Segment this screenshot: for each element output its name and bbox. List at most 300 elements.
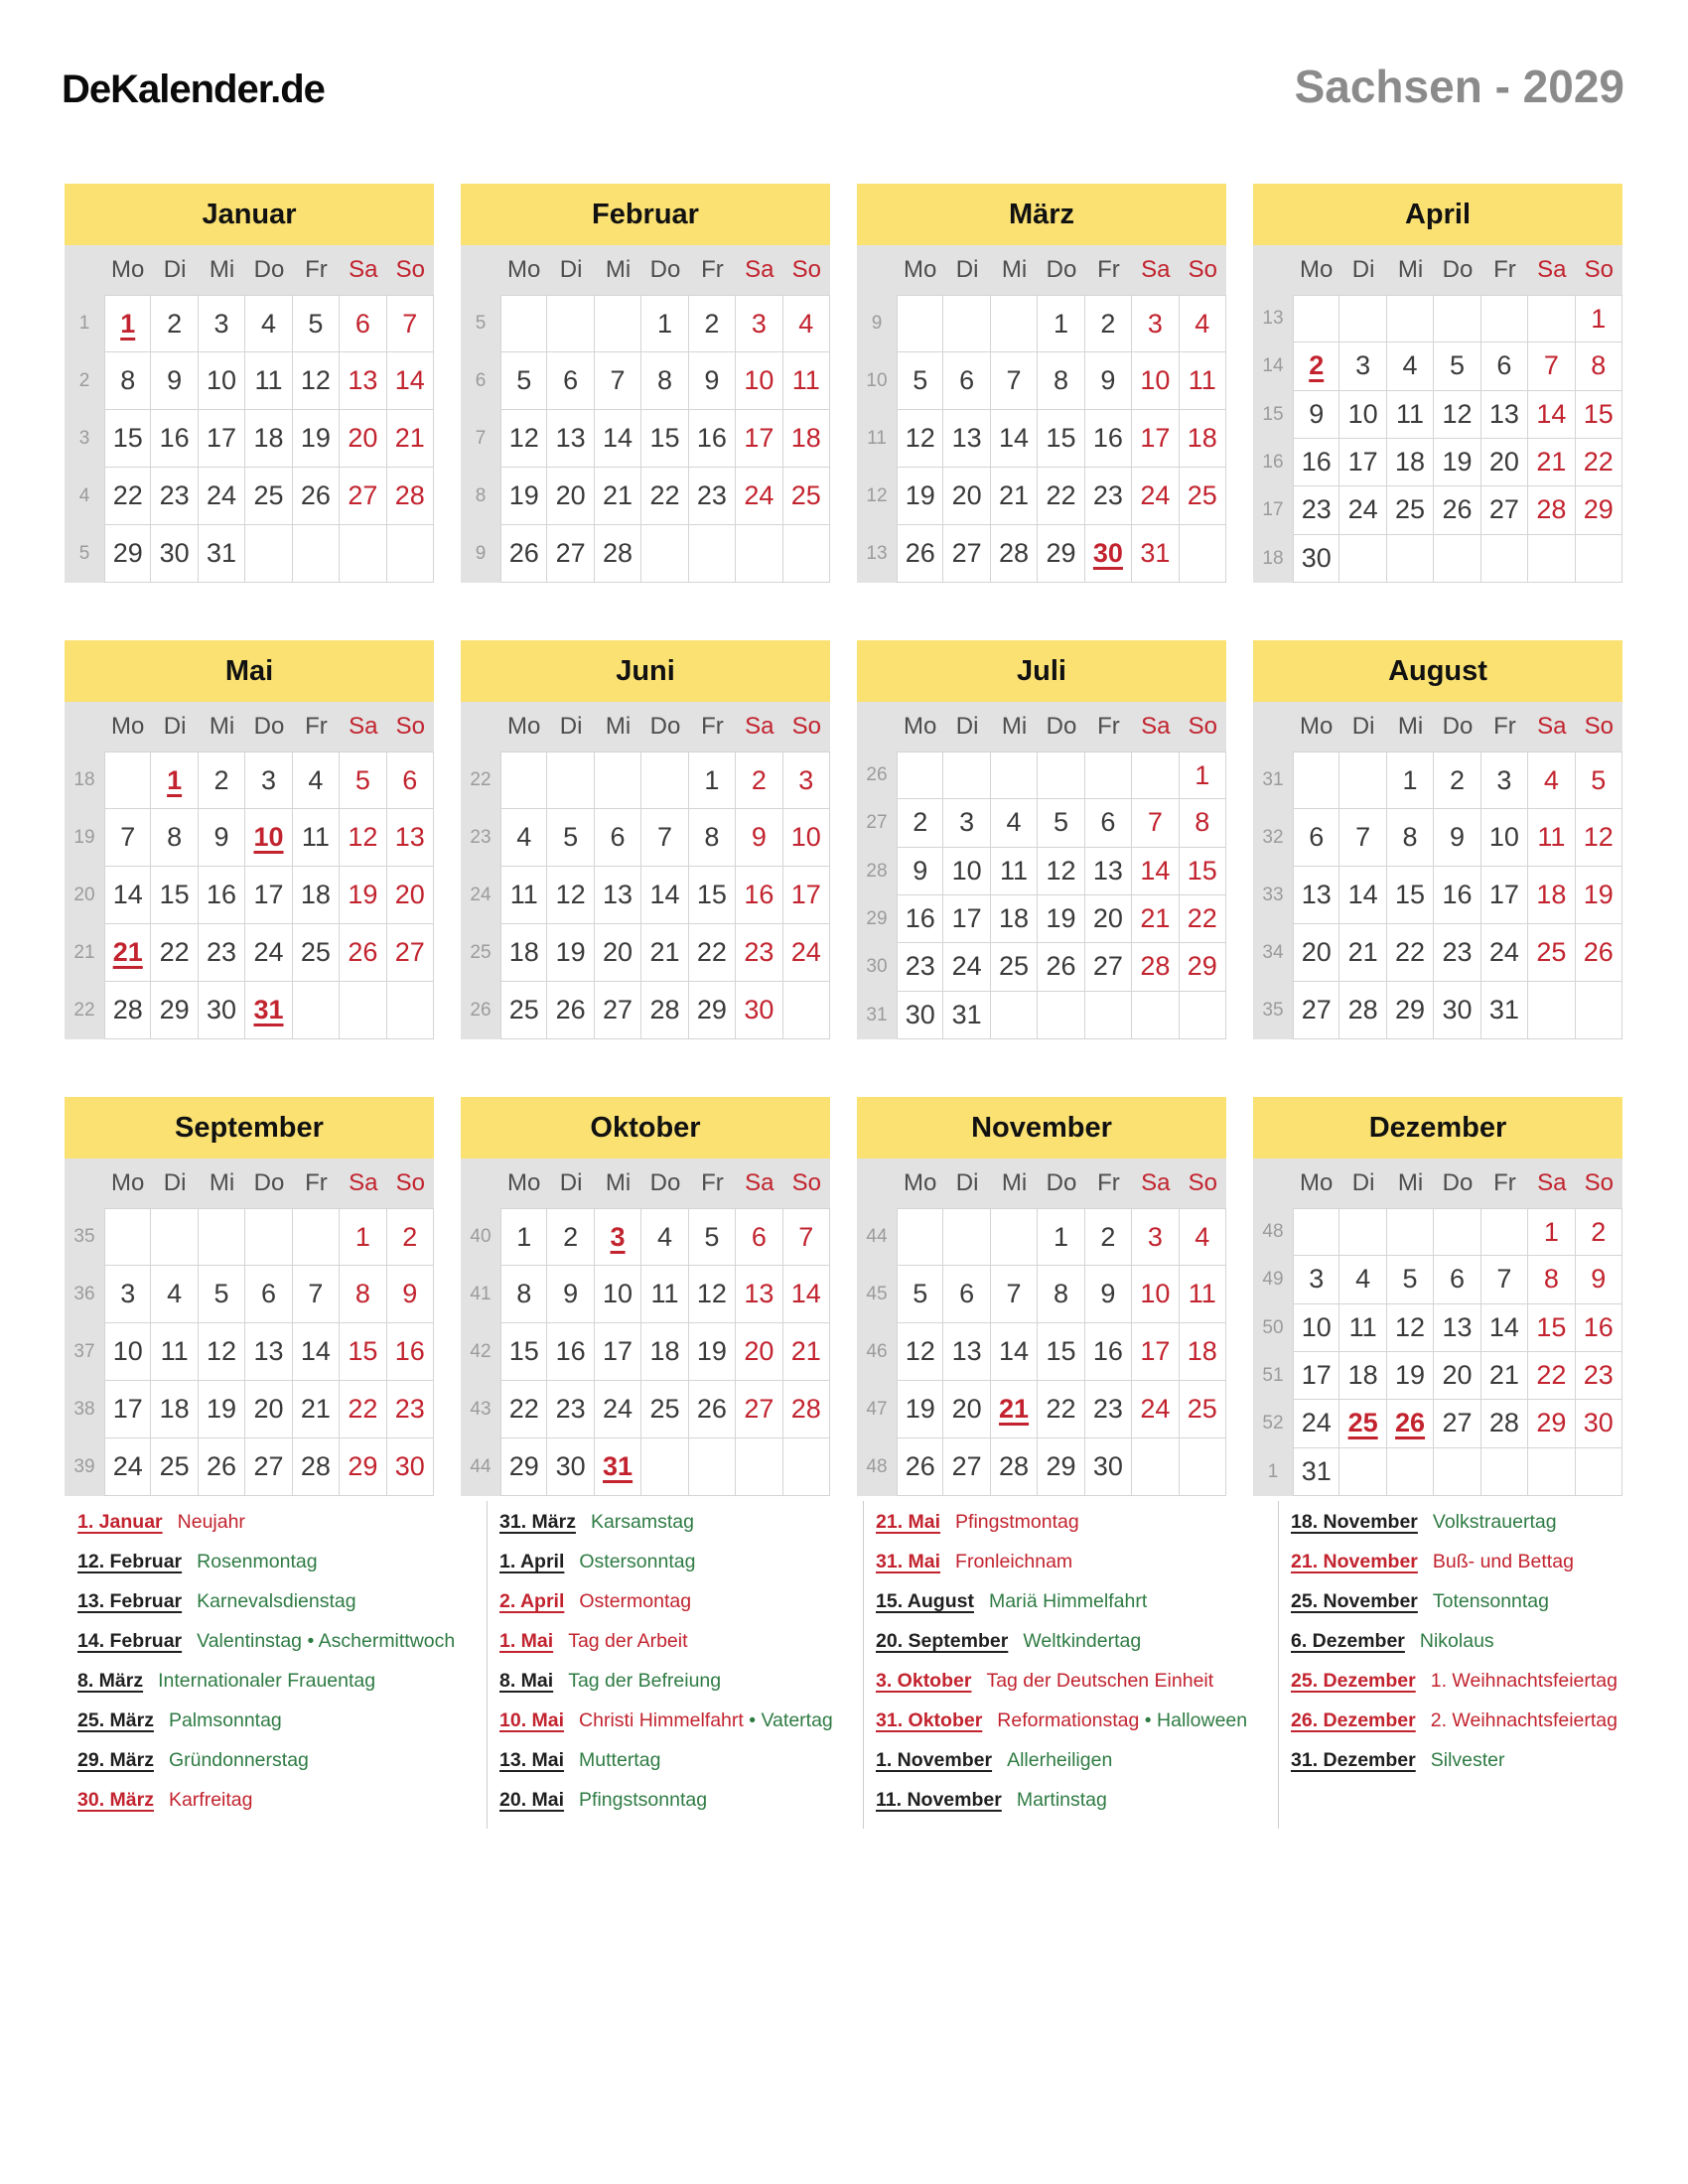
weekday-header: So bbox=[783, 1159, 830, 1208]
day-cell: 14 bbox=[104, 867, 151, 924]
holiday-entry bbox=[77, 1670, 487, 1692]
holiday-date-link[interactable]: 29. März bbox=[77, 1749, 154, 1771]
day-cell: 25 bbox=[991, 943, 1038, 991]
week-number: 18 bbox=[1253, 535, 1293, 583]
day-cell: 19 bbox=[897, 1381, 943, 1438]
holiday-date-link[interactable]: 20. Mai bbox=[499, 1789, 565, 1811]
weekday-header: So bbox=[1180, 702, 1226, 751]
day-cell: 9 bbox=[151, 352, 198, 410]
month-title: August bbox=[1253, 640, 1622, 702]
day-cell: 25 bbox=[641, 1381, 688, 1438]
day-cell: 17 bbox=[1132, 1323, 1179, 1381]
day-cell: 4 bbox=[1528, 751, 1575, 809]
day-cell: 6 bbox=[1293, 809, 1339, 867]
day-cell: 28 bbox=[1481, 1400, 1528, 1447]
holiday-date-link[interactable]: 31. Oktober bbox=[876, 1709, 983, 1731]
day-cell: 13 bbox=[340, 352, 386, 410]
day-cell: 8 bbox=[1528, 1256, 1575, 1303]
weekday-header: So bbox=[1576, 245, 1622, 295]
holiday-date-link[interactable]: 10. Mai bbox=[499, 1709, 565, 1731]
day-cell: 25 bbox=[1180, 1381, 1226, 1438]
month-juli bbox=[857, 640, 1226, 1039]
day-cell: 27 bbox=[340, 468, 386, 525]
weekday-header: Do bbox=[1434, 245, 1480, 295]
day-cell: 1 bbox=[1038, 1208, 1084, 1266]
holiday-entry bbox=[499, 1709, 863, 1731]
day-cell: 4 bbox=[1387, 342, 1434, 390]
week-number: 3 bbox=[65, 410, 104, 468]
holiday-date-link[interactable]: 2. April bbox=[499, 1590, 565, 1612]
day-cell: 28 bbox=[595, 525, 641, 583]
weekday-header: Mo bbox=[897, 1159, 943, 1208]
weekday-header: Mi bbox=[1387, 245, 1434, 295]
day-cell: 31 bbox=[1481, 982, 1528, 1039]
holiday-name: Nikolaus bbox=[1419, 1630, 1494, 1652]
day-cell: 5 bbox=[897, 352, 943, 410]
day-cell: 29 bbox=[1387, 982, 1434, 1039]
month-title: März bbox=[857, 184, 1226, 245]
holiday-date-link[interactable]: 25. Dezember bbox=[1291, 1670, 1416, 1692]
day-cell: 14 bbox=[641, 867, 688, 924]
week-number: 41 bbox=[461, 1266, 500, 1323]
weekday-header: Mi bbox=[199, 702, 245, 751]
day-cell: 18 bbox=[1339, 1352, 1386, 1400]
month-body bbox=[461, 702, 830, 1039]
day-cell: 9 bbox=[1085, 1266, 1132, 1323]
holiday-date-link[interactable]: 25. November bbox=[1291, 1590, 1418, 1612]
day-cell: 8 bbox=[500, 1266, 547, 1323]
weekday-header-corner bbox=[857, 702, 897, 751]
day-cell: 11 bbox=[783, 352, 830, 410]
holiday-day-cell[interactable]: 2 bbox=[1293, 342, 1339, 390]
day-cell: 7 bbox=[595, 352, 641, 410]
holiday-entry bbox=[1291, 1551, 1623, 1572]
empty-day-cell bbox=[1339, 535, 1386, 583]
empty-day-cell bbox=[689, 1438, 736, 1496]
day-cell: 19 bbox=[199, 1381, 245, 1438]
day-cell: 24 bbox=[736, 468, 782, 525]
weekday-header: Mi bbox=[595, 1159, 641, 1208]
day-cell: 12 bbox=[1387, 1304, 1434, 1352]
empty-day-cell bbox=[1038, 751, 1084, 799]
weekday-header: Do bbox=[1038, 245, 1084, 295]
day-cell: 22 bbox=[1038, 1381, 1084, 1438]
weekday-header: Do bbox=[1038, 1159, 1084, 1208]
day-cell: 19 bbox=[1038, 895, 1084, 943]
day-cell: 20 bbox=[943, 468, 990, 525]
day-cell: 13 bbox=[595, 867, 641, 924]
holiday-day-cell[interactable]: 21 bbox=[104, 924, 151, 982]
empty-day-cell bbox=[1528, 1448, 1575, 1496]
holiday-day-cell[interactable]: 31 bbox=[245, 982, 292, 1039]
weekday-header: Fr bbox=[689, 1159, 736, 1208]
empty-day-cell bbox=[1528, 295, 1575, 342]
day-cell: 26 bbox=[199, 1438, 245, 1496]
holiday-date-link[interactable]: 20. September bbox=[876, 1630, 1009, 1652]
day-cell: 17 bbox=[1293, 1352, 1339, 1400]
day-cell: 27 bbox=[943, 525, 990, 583]
day-cell: 23 bbox=[1293, 486, 1339, 534]
holiday-date-link[interactable]: 15. August bbox=[876, 1590, 974, 1612]
holiday-day-cell[interactable]: 21 bbox=[991, 1381, 1038, 1438]
day-cell: 5 bbox=[1576, 751, 1622, 809]
empty-day-cell bbox=[1481, 1208, 1528, 1256]
day-cell: 1 bbox=[641, 295, 688, 352]
holiday-name: Gründonnerstag bbox=[168, 1749, 309, 1771]
weekday-header: Mo bbox=[104, 1159, 151, 1208]
holiday-list bbox=[65, 1501, 1623, 1817]
holiday-day-cell[interactable]: 1 bbox=[104, 295, 151, 352]
day-cell: 4 bbox=[1339, 1256, 1386, 1303]
holiday-name: Weltkindertag bbox=[1023, 1630, 1142, 1652]
day-cell: 30 bbox=[1293, 535, 1339, 583]
weekday-header: Di bbox=[943, 702, 990, 751]
week-number: 17 bbox=[1253, 486, 1293, 534]
weekday-header: Sa bbox=[1528, 702, 1575, 751]
holiday-date-link[interactable]: 3. Oktober bbox=[876, 1670, 972, 1692]
empty-day-cell bbox=[104, 1208, 151, 1266]
holiday-entry bbox=[499, 1590, 863, 1612]
weekday-header-corner bbox=[65, 702, 104, 751]
holiday-name: Palmsonntag bbox=[168, 1709, 282, 1731]
day-cell: 3 bbox=[783, 751, 830, 809]
holiday-day-cell[interactable]: 3 bbox=[595, 1208, 641, 1266]
holiday-date-link[interactable]: 1. Januar bbox=[77, 1511, 163, 1533]
empty-day-cell bbox=[199, 1208, 245, 1266]
holiday-column bbox=[1278, 1501, 1623, 1829]
day-cell: 14 bbox=[1481, 1304, 1528, 1352]
day-cell: 21 bbox=[783, 1323, 830, 1381]
holiday-day-cell[interactable]: 25 bbox=[1339, 1400, 1386, 1447]
day-cell: 17 bbox=[1481, 867, 1528, 924]
holiday-entry bbox=[77, 1590, 487, 1612]
day-cell: 10 bbox=[1132, 1266, 1179, 1323]
day-cell: 6 bbox=[387, 751, 434, 809]
weekday-header: Do bbox=[641, 245, 688, 295]
day-cell: 10 bbox=[943, 848, 990, 895]
day-cell: 17 bbox=[783, 867, 830, 924]
holiday-date-link[interactable]: 14. Februar bbox=[77, 1630, 183, 1652]
holiday-date-link[interactable]: 31. Mai bbox=[876, 1551, 941, 1572]
week-number: 35 bbox=[1253, 982, 1293, 1039]
weekday-header: Di bbox=[1339, 245, 1386, 295]
holiday-name: Neujahr bbox=[177, 1511, 245, 1533]
day-cell: 26 bbox=[500, 525, 547, 583]
empty-day-cell bbox=[991, 295, 1038, 352]
month-oktober bbox=[461, 1097, 830, 1496]
week-number: 34 bbox=[1253, 924, 1293, 982]
holiday-date-link[interactable]: 13. Februar bbox=[77, 1590, 183, 1612]
empty-day-cell bbox=[1339, 1208, 1386, 1256]
day-cell: 20 bbox=[736, 1323, 782, 1381]
day-cell: 23 bbox=[1576, 1352, 1622, 1400]
holiday-date-link[interactable]: 25. März bbox=[77, 1709, 154, 1731]
week-number: 31 bbox=[857, 992, 897, 1039]
weekday-header: Di bbox=[151, 1159, 198, 1208]
weekday-header: Sa bbox=[736, 1159, 782, 1208]
day-cell: 8 bbox=[1180, 799, 1226, 847]
week-number: 52 bbox=[1253, 1400, 1293, 1447]
week-number: 15 bbox=[1253, 391, 1293, 439]
weekday-header-corner bbox=[461, 245, 500, 295]
holiday-entry bbox=[77, 1630, 487, 1652]
day-cell: 25 bbox=[783, 468, 830, 525]
week-number: 8 bbox=[461, 468, 500, 525]
weekday-header: Mo bbox=[1293, 1159, 1339, 1208]
weekday-header: Mo bbox=[500, 702, 547, 751]
empty-day-cell bbox=[1481, 1448, 1528, 1496]
site-logo[interactable]: DeKalender.de bbox=[62, 68, 325, 111]
day-cell: 22 bbox=[500, 1381, 547, 1438]
month-april bbox=[1253, 184, 1622, 583]
weekday-header: So bbox=[1576, 1159, 1622, 1208]
day-cell: 27 bbox=[1085, 943, 1132, 991]
weekday-header: Di bbox=[547, 245, 594, 295]
day-cell: 16 bbox=[1576, 1304, 1622, 1352]
holiday-name: Muttertag bbox=[579, 1749, 661, 1771]
month-title: November bbox=[857, 1097, 1226, 1159]
day-cell: 27 bbox=[1481, 486, 1528, 534]
holiday-day-cell[interactable]: 30 bbox=[1085, 525, 1132, 583]
day-cell: 7 bbox=[991, 352, 1038, 410]
weekday-header: Di bbox=[1339, 702, 1386, 751]
holiday-name: Pfingstmontag bbox=[955, 1511, 1079, 1533]
holiday-entry bbox=[499, 1511, 863, 1533]
day-cell: 19 bbox=[500, 468, 547, 525]
day-cell: 4 bbox=[500, 809, 547, 867]
day-cell: 7 bbox=[1339, 809, 1386, 867]
holiday-date-link[interactable]: 11. November bbox=[876, 1789, 1002, 1811]
week-number: 37 bbox=[65, 1323, 104, 1381]
day-cell: 6 bbox=[595, 809, 641, 867]
week-number: 43 bbox=[461, 1381, 500, 1438]
weekday-header: Mo bbox=[500, 245, 547, 295]
day-cell: 10 bbox=[104, 1323, 151, 1381]
weekday-header: Mo bbox=[500, 1159, 547, 1208]
day-cell: 10 bbox=[595, 1266, 641, 1323]
day-cell: 19 bbox=[547, 924, 594, 982]
day-cell: 16 bbox=[547, 1323, 594, 1381]
weekday-header: Sa bbox=[340, 1159, 386, 1208]
day-cell: 14 bbox=[1528, 391, 1575, 439]
weekday-header: So bbox=[387, 1159, 434, 1208]
holiday-day-cell[interactable]: 10 bbox=[245, 809, 292, 867]
holiday-name: Internationaler Frauentag bbox=[158, 1670, 376, 1692]
day-cell: 15 bbox=[1387, 867, 1434, 924]
holiday-day-cell[interactable]: 1 bbox=[151, 751, 198, 809]
day-cell: 6 bbox=[1434, 1256, 1480, 1303]
day-cell: 9 bbox=[547, 1266, 594, 1323]
holiday-entry bbox=[499, 1551, 863, 1572]
day-cell: 1 bbox=[1038, 295, 1084, 352]
day-cell: 5 bbox=[340, 751, 386, 809]
holiday-name: Rosenmontag bbox=[197, 1551, 318, 1572]
holiday-day-cell[interactable]: 31 bbox=[595, 1438, 641, 1496]
day-cell: 27 bbox=[245, 1438, 292, 1496]
day-cell: 5 bbox=[1434, 342, 1480, 390]
day-cell: 1 bbox=[340, 1208, 386, 1266]
weekday-header: Do bbox=[1434, 1159, 1480, 1208]
holiday-date-link[interactable]: 13. Mai bbox=[499, 1749, 565, 1771]
day-cell: 8 bbox=[641, 352, 688, 410]
holiday-date-link[interactable]: 1. November bbox=[876, 1749, 993, 1771]
month-body bbox=[1253, 245, 1622, 583]
weekday-header: So bbox=[783, 702, 830, 751]
day-cell: 15 bbox=[104, 410, 151, 468]
month-body bbox=[857, 1159, 1226, 1496]
day-cell: 9 bbox=[387, 1266, 434, 1323]
day-cell: 28 bbox=[641, 982, 688, 1039]
week-number: 26 bbox=[857, 751, 897, 799]
day-cell: 4 bbox=[991, 799, 1038, 847]
holiday-entry bbox=[1291, 1630, 1623, 1652]
day-cell: 11 bbox=[245, 352, 292, 410]
empty-day-cell bbox=[151, 1208, 198, 1266]
bullet-separator: • bbox=[743, 1709, 762, 1731]
day-cell: 6 bbox=[340, 295, 386, 352]
week-number: 51 bbox=[1253, 1352, 1293, 1400]
holiday-date-link[interactable]: 18. November bbox=[1291, 1511, 1418, 1533]
day-cell: 25 bbox=[1528, 924, 1575, 982]
holiday-date-link[interactable]: 8. Mai bbox=[499, 1670, 554, 1692]
day-cell: 14 bbox=[1339, 867, 1386, 924]
day-cell: 7 bbox=[293, 1266, 340, 1323]
day-cell: 6 bbox=[1481, 342, 1528, 390]
day-cell: 2 bbox=[387, 1208, 434, 1266]
day-cell: 23 bbox=[1085, 468, 1132, 525]
day-cell: 14 bbox=[293, 1323, 340, 1381]
week-number: 22 bbox=[65, 982, 104, 1039]
holiday-entry bbox=[1291, 1590, 1623, 1612]
day-cell: 19 bbox=[1434, 439, 1480, 486]
day-cell: 30 bbox=[1576, 1400, 1622, 1447]
week-number: 1 bbox=[65, 295, 104, 352]
day-cell: 25 bbox=[151, 1438, 198, 1496]
day-cell: 2 bbox=[1576, 1208, 1622, 1256]
day-cell: 26 bbox=[293, 468, 340, 525]
day-cell: 4 bbox=[1180, 295, 1226, 352]
day-cell: 9 bbox=[1434, 809, 1480, 867]
holiday-date-link[interactable]: 8. März bbox=[77, 1670, 144, 1692]
day-cell: 22 bbox=[104, 468, 151, 525]
day-cell: 14 bbox=[991, 1323, 1038, 1381]
holiday-date-link[interactable]: 30. März bbox=[77, 1789, 154, 1811]
holiday-name: Ostermontag bbox=[579, 1590, 692, 1612]
month-juni bbox=[461, 640, 830, 1039]
empty-day-cell bbox=[1180, 992, 1226, 1039]
holiday-name: Volkstrauertag bbox=[1432, 1511, 1557, 1533]
week-number: 38 bbox=[65, 1381, 104, 1438]
holiday-date-link[interactable]: 31. März bbox=[499, 1511, 576, 1533]
bullet-separator: • bbox=[302, 1630, 319, 1652]
month-body bbox=[461, 245, 830, 583]
day-cell: 12 bbox=[1434, 391, 1480, 439]
holiday-date-link[interactable]: 1. April bbox=[499, 1551, 565, 1572]
day-cell: 6 bbox=[943, 1266, 990, 1323]
empty-day-cell bbox=[1481, 535, 1528, 583]
day-cell: 27 bbox=[943, 1438, 990, 1496]
day-cell: 20 bbox=[387, 867, 434, 924]
weekday-header: Fr bbox=[1481, 702, 1528, 751]
holiday-entry bbox=[77, 1709, 487, 1731]
day-cell: 21 bbox=[1132, 895, 1179, 943]
day-cell: 25 bbox=[293, 924, 340, 982]
holiday-date-link[interactable]: 31. Dezember bbox=[1291, 1749, 1416, 1771]
day-cell: 28 bbox=[991, 1438, 1038, 1496]
day-cell: 24 bbox=[104, 1438, 151, 1496]
holiday-date-link[interactable]: 26. Dezember bbox=[1291, 1709, 1416, 1731]
day-cell: 9 bbox=[1576, 1256, 1622, 1303]
holiday-date-link[interactable]: 21. November bbox=[1291, 1551, 1418, 1572]
holiday-date-link[interactable]: 21. Mai bbox=[876, 1511, 941, 1533]
empty-day-cell bbox=[943, 1208, 990, 1266]
day-cell: 18 bbox=[991, 895, 1038, 943]
day-cell: 23 bbox=[1085, 1381, 1132, 1438]
weekday-header: So bbox=[1576, 702, 1622, 751]
week-number: 33 bbox=[1253, 867, 1293, 924]
day-cell: 6 bbox=[943, 352, 990, 410]
holiday-date-link[interactable]: 12. Februar bbox=[77, 1551, 183, 1572]
holiday-entry bbox=[1291, 1749, 1623, 1771]
holiday-entry bbox=[876, 1670, 1278, 1692]
week-number: 26 bbox=[461, 982, 500, 1039]
day-cell: 5 bbox=[1387, 1256, 1434, 1303]
day-cell: 24 bbox=[1132, 1381, 1179, 1438]
day-cell: 27 bbox=[1293, 982, 1339, 1039]
holiday-name: Tag der Deutschen Einheit bbox=[986, 1670, 1214, 1692]
holiday-day-cell[interactable]: 26 bbox=[1387, 1400, 1434, 1447]
day-cell: 18 bbox=[783, 410, 830, 468]
holiday-date-link[interactable]: 6. Dezember bbox=[1291, 1630, 1405, 1652]
day-cell: 22 bbox=[641, 468, 688, 525]
empty-day-cell bbox=[1180, 525, 1226, 583]
empty-day-cell bbox=[783, 982, 830, 1039]
day-cell: 7 bbox=[641, 809, 688, 867]
day-cell: 15 bbox=[1576, 391, 1622, 439]
day-cell: 28 bbox=[1528, 486, 1575, 534]
day-cell: 8 bbox=[1387, 809, 1434, 867]
empty-day-cell bbox=[1434, 1208, 1480, 1256]
empty-day-cell bbox=[1576, 982, 1622, 1039]
empty-day-cell bbox=[1132, 992, 1179, 1039]
weekday-header: Sa bbox=[1132, 245, 1179, 295]
day-cell: 20 bbox=[547, 468, 594, 525]
empty-day-cell bbox=[991, 992, 1038, 1039]
weekday-header: So bbox=[1180, 245, 1226, 295]
holiday-entry bbox=[876, 1789, 1278, 1811]
day-cell: 2 bbox=[689, 295, 736, 352]
week-number: 48 bbox=[857, 1438, 897, 1496]
day-cell: 7 bbox=[1132, 799, 1179, 847]
day-cell: 17 bbox=[199, 410, 245, 468]
weekday-header: Fr bbox=[689, 245, 736, 295]
day-cell: 21 bbox=[1339, 924, 1386, 982]
weekday-header: Mi bbox=[595, 245, 641, 295]
day-cell: 6 bbox=[245, 1266, 292, 1323]
day-cell: 3 bbox=[199, 295, 245, 352]
day-cell: 15 bbox=[641, 410, 688, 468]
week-number: 23 bbox=[461, 809, 500, 867]
holiday-date-link[interactable]: 1. Mai bbox=[499, 1630, 554, 1652]
weekday-header: Fr bbox=[1481, 245, 1528, 295]
day-cell: 18 bbox=[500, 924, 547, 982]
empty-day-cell bbox=[641, 1438, 688, 1496]
weekday-header: So bbox=[783, 245, 830, 295]
weekday-header: Mo bbox=[1293, 702, 1339, 751]
empty-day-cell bbox=[340, 982, 386, 1039]
holiday-entry bbox=[77, 1511, 487, 1533]
day-cell: 8 bbox=[689, 809, 736, 867]
